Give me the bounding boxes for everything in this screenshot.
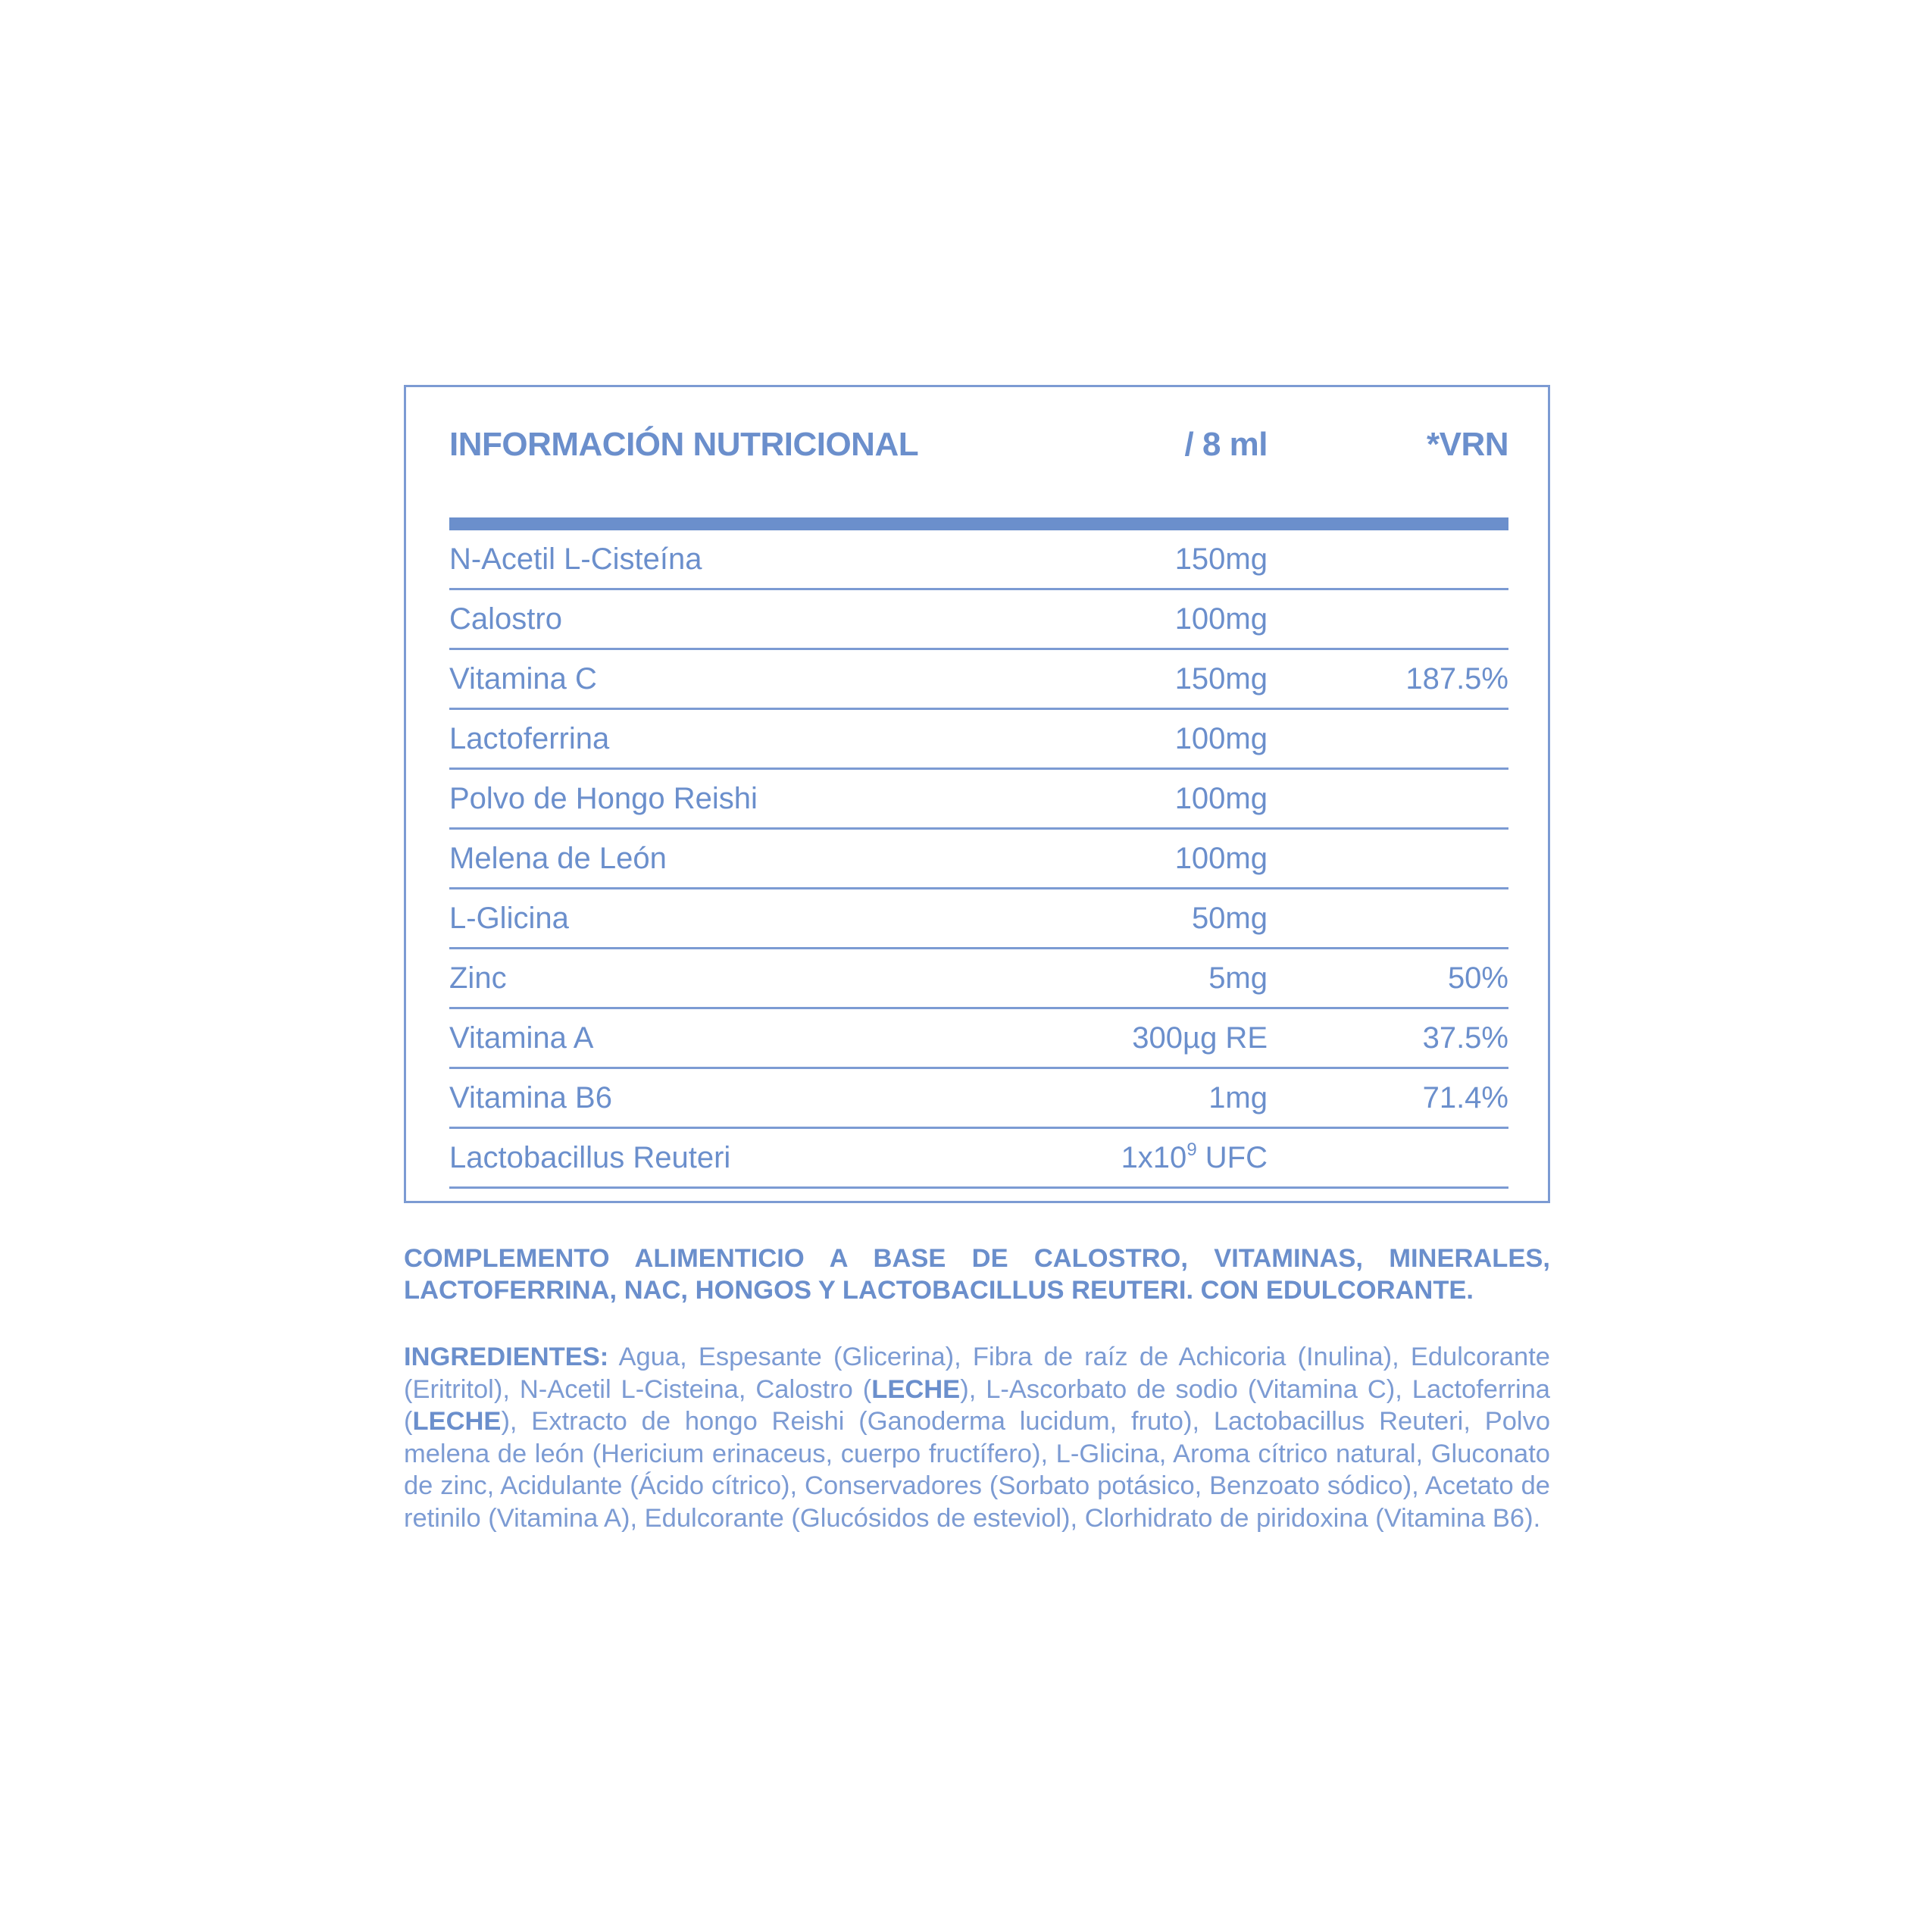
header-divider-bar — [449, 517, 1508, 530]
amount-base: 1x10 — [1121, 1141, 1187, 1174]
nutrition-table — [449, 417, 1508, 1174]
table-row — [449, 590, 1508, 650]
nutrient-vrn: 71.4% — [1422, 1081, 1508, 1114]
nutrient-amount: 100mg — [1174, 722, 1268, 755]
nutrition-rows — [449, 530, 1508, 1189]
nutrient-vrn: 187.5% — [1405, 662, 1508, 696]
nutrient-name: Lactobacillus Reuteri — [449, 1141, 731, 1174]
ingredients-text: Agua, Espesante (Glicerina), Fibra de raíz de Achicoria (Inulina), Edulcorante (Eritritol), N-Acetil L-Cisteina, Calostro ( — [404, 1343, 1550, 1404]
nutrient-amount: 100mg — [1174, 602, 1268, 636]
nutrient-name: N-Acetil L-Cisteína — [449, 542, 702, 576]
nutrient-amount — [1121, 1129, 1268, 1186]
table-row — [449, 710, 1508, 770]
table-row — [449, 1069, 1508, 1129]
table-header — [449, 417, 1508, 472]
nutrient-name: Vitamina C — [449, 662, 597, 696]
nutrient-amount: 1mg — [1208, 1081, 1268, 1114]
nutrient-amount: 150mg — [1174, 542, 1268, 576]
nutrient-amount: 50mg — [1191, 902, 1268, 935]
per-serving-header: / 8 ml — [1184, 426, 1268, 463]
table-row — [449, 770, 1508, 830]
nutrient-amount: 100mg — [1174, 782, 1268, 815]
allergen-highlight: LECHE — [412, 1407, 502, 1436]
table-row — [449, 530, 1508, 590]
nutrient-name: Lactoferrina — [449, 722, 610, 755]
nutrient-vrn: 37.5% — [1422, 1021, 1508, 1055]
ingredients-list — [404, 1341, 1550, 1534]
nutrient-amount: 5mg — [1208, 961, 1268, 995]
allergen-highlight: LECHE — [871, 1374, 961, 1404]
table-title: INFORMACIÓN NUTRICIONAL — [449, 426, 919, 463]
nutrient-amount: 150mg — [1174, 662, 1268, 696]
table-row — [449, 830, 1508, 889]
amount-exponent: 9 — [1186, 1140, 1197, 1160]
amount-unit: UFC — [1196, 1141, 1268, 1174]
nutrient-name: Melena de León — [449, 842, 667, 875]
table-row — [449, 1129, 1508, 1189]
nutrition-facts-panel — [404, 385, 1550, 1203]
vrn-header: *VRN — [1426, 426, 1508, 463]
nutrient-name: Vitamina B6 — [449, 1081, 612, 1114]
table-row — [449, 650, 1508, 710]
nutrient-name: L-Glicina — [449, 902, 569, 935]
table-row — [449, 949, 1508, 1009]
nutrient-name: Polvo de Hongo Reishi — [449, 782, 758, 815]
ingredients-label: INGREDIENTES: — [404, 1343, 609, 1371]
ingredients-text: ), L-Ascorbato de sodio (Vitamina C), Lactoferrina ( — [404, 1374, 1550, 1436]
nutrient-name: Vitamina A — [449, 1021, 594, 1055]
table-row — [449, 889, 1508, 949]
product-description: COMPLEMENTO ALIMENTICIO A BASE DE CALOSTRO, VITAMINAS, MINERALES, LACTOFERRINA, NAC, HONGOS Y LACTOBACILLUS REUTERI. CON EDULCORANTE. — [404, 1244, 1550, 1305]
nutrient-amount: 300µg RE — [1132, 1021, 1268, 1055]
nutrient-name: Zinc — [449, 961, 507, 995]
nutrient-amount: 100mg — [1174, 842, 1268, 875]
nutrient-vrn: 50% — [1447, 961, 1508, 995]
nutrient-name: Calostro — [449, 602, 562, 636]
table-row — [449, 1009, 1508, 1069]
ingredients-text: ), Extracto de hongo Reishi (Ganoderma lucidum, fruto), Lactobacillus Reuteri, Polvo melena de león (Hericium erinaceus, cuerpo fructífero), L-Glicina, Aroma cítrico natural, Gluconato de zinc, Acidulante (Ácido cítrico), Conservadores (Sorbato potásico, Benzoato sódico), Acetato de retinilo (Vitamina A), Edulcorante (Glucósidos de esteviol), Clorhidrato de piridoxina (Vitamina B6). — [404, 1407, 1550, 1533]
